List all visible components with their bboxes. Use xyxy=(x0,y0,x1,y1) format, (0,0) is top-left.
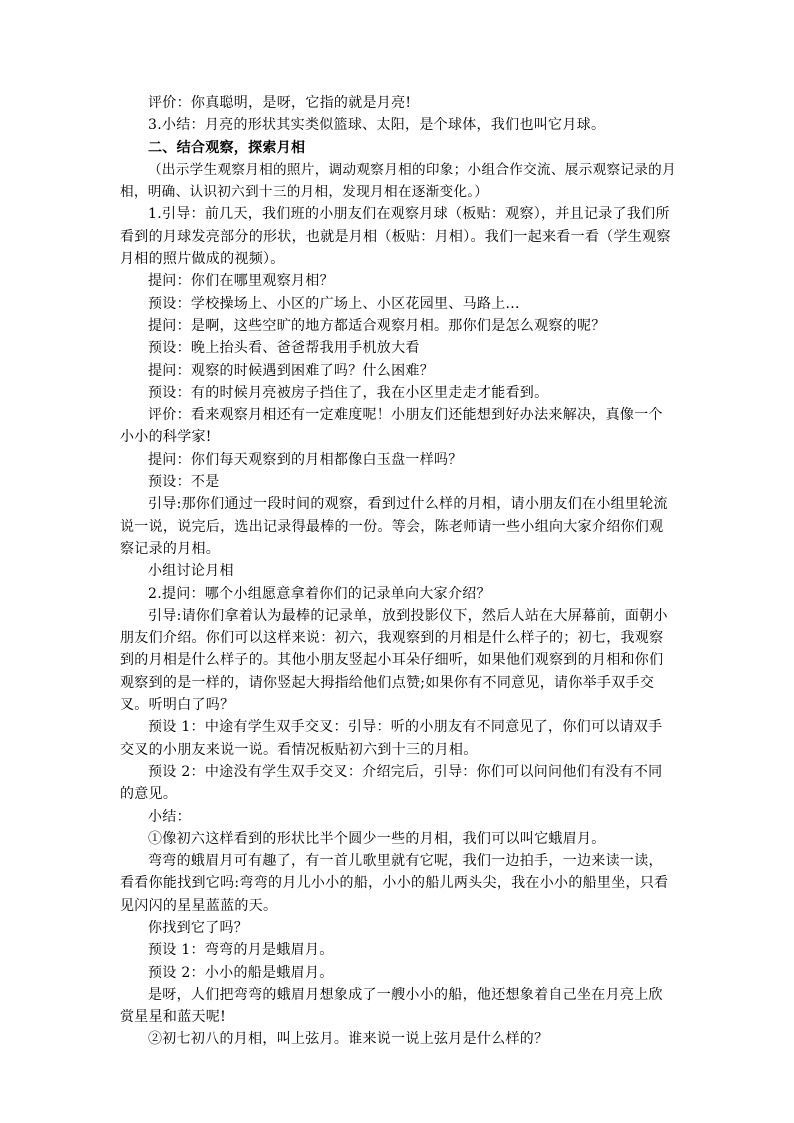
paragraph-preset: 预设：学校操场上、小区的广场上、小区花园里、马路上... xyxy=(148,295,520,312)
paragraph-question: 你找到它了吗？ xyxy=(148,919,249,936)
paragraph-group-discussion: 小组讨论月相 xyxy=(148,563,234,580)
paragraph-guide: 引导:那你们通过一段时间的观察，看到过什么样的月相，请小朋友们在小组里轮流说一说，说完后，选出记录得最棒的一份。等会，陈老师请一些小组向大家介绍你们观察记录的月相。 xyxy=(120,496,668,557)
paragraph-summary-3: 3.小结：月亮的形状其实类似篮球、太阳，是个球体，我们也叫它月球。 xyxy=(148,117,606,134)
paragraph-question: 提问：观察的时候遇到困难了吗？什么困难？ xyxy=(148,362,434,379)
paragraph-nursery-rhyme: 弯弯的蛾眉月可有趣了，有一首儿歌里就有它呢，我们一边拍手，一边来读一读，看看你能找到它吗:弯弯的月儿小小的船，小小的船儿两头尖，我在小小的船里坐，只看见闪闪的星星蓝蓝的天。 xyxy=(120,853,669,914)
paragraph-question-2: 2.提问：哪个小组愿意拿着你们的记录单向大家介绍？ xyxy=(148,585,491,602)
paragraph-explanation: 是呀，人们把弯弯的蛾眉月想象成了一艘小小的船，他还想象着自己坐在月亮上欣赏星星和蓝天呢! xyxy=(120,986,663,1026)
paragraph-evaluation: 评价：看来观察月相还有一定难度呢！小朋友们还能想到好办法来解决，真像一个小小的科学家! xyxy=(120,407,663,446)
paragraph-preset: 预设：不是 xyxy=(148,474,220,491)
paragraph-question: 提问：你们每天观察到的月相都像白玉盘一样吗？ xyxy=(148,451,463,468)
paragraph-preset-1: 预设 1：中途有学生双手交叉：引导：听的小朋友有不同意见了，你们可以请双手交叉的小朋友来说一说。看情况板贴初六到十三的月相。 xyxy=(120,719,663,758)
paragraph-preset-2: 预设 2：中途没有学生双手交叉：介绍完后，引导：你们可以问问他们有没有不同的意见。 xyxy=(120,763,663,803)
paragraph-preset: 预设：晚上抬头看、爸爸帮我用手机放大看 xyxy=(148,340,420,357)
paragraph-guide-1: 1.引导：前几天，我们班的小朋友们在观察月球（板贴：观察），并且记录了我们所看到的月球发亮部分的形状，也就是月相（板贴：月相）。我们一起来看一看（学生观察月相的照片做成的视频）。 xyxy=(120,206,671,268)
section-heading: 二、结合观察，探索月相 xyxy=(148,139,306,156)
paragraph-summary-label: 小结： xyxy=(148,808,191,825)
document-body xyxy=(120,92,676,1051)
paragraph-instruction-note: （出示学生观察月相的照片，调动观察月相的印象；小组合作交流、展示观察记录的月相，明确、认识初六到十三的月相，发现月相在逐渐变化。） xyxy=(120,161,676,201)
paragraph-evaluation: 评价：你真聪明，是呀，它指的就是月亮! xyxy=(148,95,412,111)
paragraph-question: 提问：是啊，这些空旷的地方都适合观察月相。那你们是怎么观察的呢？ xyxy=(148,317,606,334)
paragraph-question: 提问：你们在哪里观察月相？ xyxy=(148,273,334,290)
paragraph-first-quarter: ②初七初八的月相，叫上弦月。谁来说一说上弦月是什么样的？ xyxy=(148,1031,549,1048)
paragraph-preset-2: 预设 2：小小的船是蛾眉月。 xyxy=(148,964,334,981)
paragraph-crescent: ①像初六这样看到的形状比半个圆少一些的月相，我们可以叫它蛾眉月。 xyxy=(148,830,606,847)
paragraph-preset: 预设：有的时候月亮被房子挡住了，我在小区里走走才能看到。 xyxy=(148,384,549,401)
paragraph-guide: 引导:请你们拿着认为最棒的记录单，放到投影仪下，然后人站在大屏幕前，面朝小朋友们介绍。你们可以这样来说：初六，我观察到的月相是什么样子的；初七，我观察到的月相是什么样子的。其他小朋友竖起小耳朵仔细听，如果他们观察到的月相和你们观察到的是一样的，请你竖起大拇指给他们点赞;如果你有不同意见，请你举手双手交叉。听明白了吗？ xyxy=(120,607,668,714)
paragraph-preset-1: 预设 1：弯弯的月是蛾眉月。 xyxy=(148,942,334,959)
